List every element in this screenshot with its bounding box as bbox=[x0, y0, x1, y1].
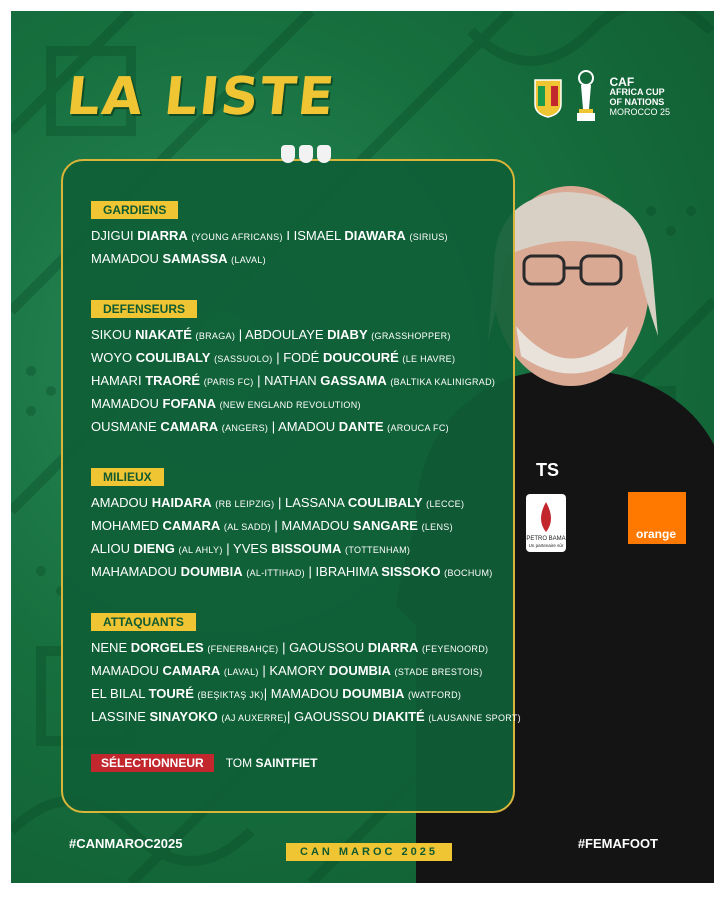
caf-line2: OF NATIONS bbox=[609, 97, 665, 107]
section-label: GARDIENS bbox=[91, 201, 178, 219]
player-line: SIKOU NIAKATÉ (BRAGA) | ABDOULAYE DIABY (GRASSHOPPER) bbox=[91, 327, 451, 342]
player-line: MOHAMED CAMARA (AL SADD) | MAMADOU SANGARE (LENS) bbox=[91, 518, 453, 533]
player-line: MAMADOU SAMASSA (LAVAL) bbox=[91, 251, 266, 266]
afcon-logo-text bbox=[609, 77, 670, 117]
logos bbox=[533, 69, 670, 125]
section-label: MILIEUX bbox=[91, 468, 164, 486]
player-line: EL BILAL TOURÉ (BEŞIKTAŞ JK)| MAMADOU DOUMBIA (WATFORD) bbox=[91, 686, 462, 701]
coach-label: SÉLECTIONNEUR bbox=[91, 754, 214, 772]
page-title: LA LISTE bbox=[63, 67, 339, 127]
caf-brand: CAF bbox=[609, 75, 635, 89]
crest-icons bbox=[281, 145, 331, 163]
shield-icon bbox=[317, 145, 331, 163]
shirt-initials: TS bbox=[536, 460, 560, 480]
poster bbox=[11, 11, 714, 883]
shield-icon bbox=[281, 145, 295, 163]
caf-line3: MOROCCO 25 bbox=[609, 107, 670, 117]
orange-logo-text: orange bbox=[636, 527, 677, 541]
hashtag-right: #FEMAFOOT bbox=[577, 836, 658, 851]
section-defenseurs bbox=[91, 298, 495, 439]
section-attaquants bbox=[91, 611, 521, 729]
petrobama-tagline: Un partenaire sûr bbox=[528, 543, 564, 548]
player-line: LASSINE SINAYOKO (AJ AUXERRE)| GAOUSSOU DIAKITÉ (LAUSANNE SPORT) bbox=[91, 709, 521, 724]
player-line: HAMARI TRAORÉ (PARIS FC) | NATHAN GASSAMA (BALTIKA KALINIGRAD) bbox=[91, 373, 496, 388]
section-label: ATTAQUANTS bbox=[91, 613, 196, 631]
petrobama-text: PETRO BAMA bbox=[526, 536, 566, 542]
player-line: OUSMANE CAMARA (ANGERS) | AMADOU DANTE (AROUCA FC) bbox=[91, 419, 449, 434]
player-line: NENE DORGELES (FENERBAHÇE) | GAOUSSOU DIARRA (FEYENOORD) bbox=[91, 640, 489, 655]
player-line: MAMADOU FOFANA (NEW ENGLAND REVOLUTION) bbox=[91, 396, 361, 411]
coach-name: TOM SAINTFIET bbox=[225, 756, 318, 770]
player-line: MAHAMADOU DOUMBIA (AL-ITTIHAD) | IBRAHIMA SISSOKO (BOCHUM) bbox=[91, 564, 493, 579]
section-milieux bbox=[91, 466, 493, 584]
shield-icon bbox=[299, 145, 313, 163]
player-line: ALIOU DIENG (AL AHLY) | YVES BISSOUMA (TOTTENHAM) bbox=[91, 541, 411, 556]
coach-row bbox=[91, 752, 317, 772]
femafoot-crest-icon bbox=[533, 76, 563, 118]
player-line: MAMADOU CAMARA (LAVAL) | KAMORY DOUMBIA (STADE BRESTOIS) bbox=[91, 663, 483, 678]
event-badge: CAN MAROC 2025 bbox=[286, 843, 452, 861]
section-label: DEFENSEURS bbox=[91, 300, 197, 318]
section-gardiens bbox=[91, 199, 448, 271]
trophy-icon bbox=[573, 69, 599, 125]
player-line: WOYO COULIBALY (SASSUOLO) | FODÉ DOUCOURÉ (LE HAVRE) bbox=[91, 350, 456, 365]
player-line: AMADOU HAIDARA (RB LEIPZIG) | LASSANA COULIBALY (LECCE) bbox=[91, 495, 465, 510]
caf-line1: AFRICA CUP bbox=[609, 87, 665, 97]
player-line: DJIGUI DIARRA (YOUNG AFRICANS) I ISMAEL DIAWARA (SIRIUS) bbox=[91, 228, 448, 243]
hashtag-left: #CANMAROC2025 bbox=[69, 836, 183, 851]
